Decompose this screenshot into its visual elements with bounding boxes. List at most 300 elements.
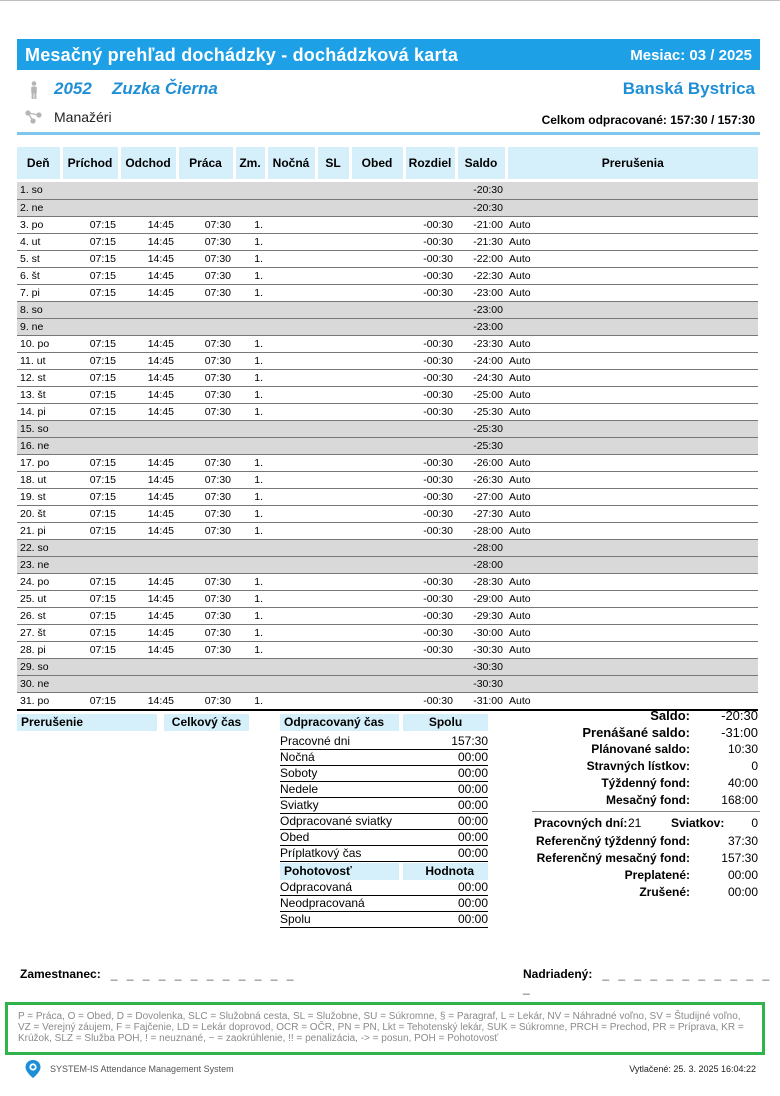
interruption-cell: Auto bbox=[506, 590, 758, 607]
shift-cell: 1. bbox=[234, 454, 266, 471]
summary-label: Príplatkový čas bbox=[280, 846, 399, 862]
legend-text: P = Práca, O = Obed, D = Dovolenka, SLC = Služobná cesta, SL = Služobne, SU = Súkromne, § = Paragraf, L = Lekár, NV = Náhradné voľno, SV = Študijné voľno, VZ = Verejný záujem, F = Fajčenie, LD = Lekár doprovod, OCR = OČR, PN = PN, Lkt = Tehotenský lekár, SUK = Súkromne, PRCH = Prechod, PR = Príprava, KR = Krúžok, SLZ = Služba POH, ! = neuznané, ~ = zaokrúhlenie, !! = penalizácia, -> = posun, POH = Pohotovosť bbox=[18, 1011, 744, 1044]
interruption-cell: Auto bbox=[506, 454, 758, 471]
table-row bbox=[17, 505, 758, 522]
table-row bbox=[17, 522, 758, 539]
balance-row bbox=[520, 741, 760, 758]
interruption-header: Prerušenie bbox=[17, 714, 157, 731]
day-cell: 26. st bbox=[17, 607, 61, 624]
balance-value: 168:00 bbox=[721, 793, 758, 807]
empty-cell bbox=[350, 675, 404, 692]
shift-cell: 1. bbox=[234, 641, 266, 658]
shift-cell: 1. bbox=[234, 403, 266, 420]
difference-cell bbox=[404, 556, 456, 573]
employee-id: 2052 bbox=[54, 79, 92, 98]
departure-cell: 14:45 bbox=[119, 522, 177, 539]
summary-row bbox=[280, 782, 488, 798]
worked-time-list bbox=[280, 734, 488, 928]
empty-cell bbox=[350, 301, 404, 318]
day-cell: 14. pi bbox=[17, 403, 61, 420]
column-header: Obed bbox=[350, 147, 404, 179]
work-cell: 07:30 bbox=[177, 590, 234, 607]
day-cell: 12. st bbox=[17, 369, 61, 386]
interruption-cell bbox=[506, 437, 758, 454]
work-days-label: Pracovných dní: bbox=[534, 816, 628, 830]
empty-cell bbox=[316, 403, 350, 420]
arrival-cell: 07:15 bbox=[61, 284, 119, 301]
table-row bbox=[17, 335, 758, 352]
empty-cell bbox=[266, 250, 316, 267]
empty-cell bbox=[316, 471, 350, 488]
saldo-cell: -30:30 bbox=[456, 641, 506, 658]
difference-cell: -00:30 bbox=[404, 573, 456, 590]
arrival-cell: 07:15 bbox=[61, 233, 119, 250]
saldo-cell: -31:00 bbox=[456, 692, 506, 710]
empty-cell bbox=[266, 352, 316, 369]
work-cell bbox=[177, 539, 234, 556]
empty-cell bbox=[350, 352, 404, 369]
empty-cell bbox=[266, 403, 316, 420]
standby-header: Pohotovosť bbox=[284, 864, 352, 878]
employee-line bbox=[17, 79, 760, 101]
interruption-cell: Auto bbox=[506, 403, 758, 420]
column-header: Prerušenia bbox=[506, 147, 758, 179]
work-cell: 07:30 bbox=[177, 352, 234, 369]
departure-cell bbox=[119, 420, 177, 437]
balance-label: Prenášané saldo: bbox=[582, 725, 690, 740]
table-row bbox=[17, 539, 758, 556]
summary-value: 00:00 bbox=[457, 750, 488, 764]
shift-cell bbox=[234, 199, 266, 216]
summary-label: Nočná bbox=[280, 750, 399, 766]
table-row bbox=[17, 573, 758, 590]
day-cell: 11. ut bbox=[17, 352, 61, 369]
summary-row bbox=[280, 814, 488, 830]
empty-cell bbox=[316, 556, 350, 573]
balance-value: 0 bbox=[751, 759, 758, 773]
interruption-cell: Auto bbox=[506, 386, 758, 403]
empty-cell bbox=[266, 216, 316, 233]
work-cell bbox=[177, 318, 234, 335]
balance-row bbox=[520, 884, 760, 901]
departure-cell: 14:45 bbox=[119, 624, 177, 641]
summary-label: Odpracovaná bbox=[280, 880, 399, 896]
empty-cell bbox=[350, 454, 404, 471]
arrival-cell: 07:15 bbox=[61, 369, 119, 386]
column-header: SL bbox=[316, 147, 350, 179]
empty-cell bbox=[350, 233, 404, 250]
day-cell: 5. st bbox=[17, 250, 61, 267]
day-cell: 20. št bbox=[17, 505, 61, 522]
supervisor-signature-label: Nadriadený: bbox=[523, 967, 593, 981]
summary-value: 00:00 bbox=[457, 880, 488, 894]
saldo-cell: -23:00 bbox=[456, 318, 506, 335]
summary-label: Nedele bbox=[280, 782, 399, 798]
saldo-cell: -26:30 bbox=[456, 471, 506, 488]
empty-cell bbox=[316, 182, 350, 199]
balance-value: 157:30 bbox=[721, 851, 758, 865]
interruption-cell: Auto bbox=[506, 233, 758, 250]
shift-cell: 1. bbox=[234, 386, 266, 403]
balance-row bbox=[520, 867, 760, 884]
arrival-cell: 07:15 bbox=[61, 403, 119, 420]
column-header: Deň bbox=[17, 147, 61, 179]
work-cell: 07:30 bbox=[177, 267, 234, 284]
empty-cell bbox=[350, 590, 404, 607]
balance-value: 00:00 bbox=[727, 885, 758, 899]
shift-cell bbox=[234, 675, 266, 692]
interruption-cell bbox=[506, 182, 758, 199]
empty-cell bbox=[266, 386, 316, 403]
empty-cell bbox=[350, 522, 404, 539]
work-cell: 07:30 bbox=[177, 471, 234, 488]
saldo-cell: -29:30 bbox=[456, 607, 506, 624]
empty-cell bbox=[266, 641, 316, 658]
summary-label: Obed bbox=[280, 830, 399, 846]
column-header: Príchod bbox=[61, 147, 119, 179]
arrival-cell: 07:15 bbox=[61, 488, 119, 505]
arrival-cell: 07:15 bbox=[61, 471, 119, 488]
arrival-cell bbox=[61, 318, 119, 335]
empty-cell bbox=[350, 250, 404, 267]
work-cell: 07:30 bbox=[177, 403, 234, 420]
empty-cell bbox=[316, 267, 350, 284]
departure-cell: 14:45 bbox=[119, 284, 177, 301]
difference-cell bbox=[404, 318, 456, 335]
interruption-cell: Auto bbox=[506, 352, 758, 369]
location-pin-logo-icon bbox=[24, 1059, 42, 1079]
interruption-cell: Auto bbox=[506, 522, 758, 539]
summary-label: Spolu bbox=[280, 912, 399, 928]
interruption-cell: Auto bbox=[506, 267, 758, 284]
shift-cell: 1. bbox=[234, 250, 266, 267]
shift-cell: 1. bbox=[234, 267, 266, 284]
balance-row bbox=[520, 707, 760, 724]
summary-value: 00:00 bbox=[457, 830, 488, 844]
departure-cell: 14:45 bbox=[119, 233, 177, 250]
day-cell: 6. št bbox=[17, 267, 61, 284]
empty-cell bbox=[266, 284, 316, 301]
month-label: Mesiac: 03 / 2025 bbox=[630, 47, 752, 64]
total-worked: Celkom odpracované: 157:30 / 157:30 bbox=[541, 113, 755, 127]
value-header: Hodnota bbox=[425, 864, 474, 878]
saldo-cell: -26:00 bbox=[456, 454, 506, 471]
departure-cell: 14:45 bbox=[119, 250, 177, 267]
work-cell bbox=[177, 182, 234, 199]
work-cell bbox=[177, 437, 234, 454]
column-header: Rozdiel bbox=[404, 147, 456, 179]
shift-cell bbox=[234, 658, 266, 675]
balance-label: Plánované saldo: bbox=[591, 742, 690, 756]
empty-cell bbox=[350, 386, 404, 403]
saldo-cell: -30:00 bbox=[456, 624, 506, 641]
summary-label: Odpracované sviatky bbox=[280, 814, 399, 830]
empty-cell bbox=[266, 573, 316, 590]
shift-cell: 1. bbox=[234, 233, 266, 250]
standby-header-row bbox=[280, 863, 488, 880]
empty-cell bbox=[316, 539, 350, 556]
work-cell bbox=[177, 658, 234, 675]
saldo-cell: -20:30 bbox=[456, 182, 506, 199]
header-divider bbox=[17, 132, 760, 135]
interruption-cell: Auto bbox=[506, 573, 758, 590]
supervisor-signature bbox=[523, 967, 780, 995]
empty-cell bbox=[350, 318, 404, 335]
summary-value: 00:00 bbox=[457, 896, 488, 910]
shift-cell: 1. bbox=[234, 216, 266, 233]
saldo-cell: -29:00 bbox=[456, 590, 506, 607]
summary-row bbox=[280, 830, 488, 846]
arrival-cell: 07:15 bbox=[61, 624, 119, 641]
column-header: Saldo bbox=[456, 147, 506, 179]
difference-cell bbox=[404, 199, 456, 216]
departure-cell bbox=[119, 199, 177, 216]
balance-value: 37:30 bbox=[727, 834, 758, 848]
summary-value: 00:00 bbox=[457, 814, 488, 828]
saldo-cell: -25:30 bbox=[456, 437, 506, 454]
table-row bbox=[17, 471, 758, 488]
arrival-cell: 07:15 bbox=[61, 692, 119, 710]
shift-cell: 1. bbox=[234, 522, 266, 539]
difference-cell: -00:30 bbox=[404, 607, 456, 624]
difference-cell: -00:30 bbox=[404, 335, 456, 352]
table-row bbox=[17, 318, 758, 335]
saldo-cell: -23:30 bbox=[456, 335, 506, 352]
table-row bbox=[17, 624, 758, 641]
arrival-cell bbox=[61, 420, 119, 437]
day-cell: 28. pi bbox=[17, 641, 61, 658]
departure-cell: 14:45 bbox=[119, 505, 177, 522]
balance-label: Zrušené: bbox=[639, 885, 690, 899]
saldo-cell: -25:00 bbox=[456, 386, 506, 403]
day-cell: 21. pi bbox=[17, 522, 61, 539]
balance-row bbox=[520, 792, 760, 809]
empty-cell bbox=[350, 692, 404, 710]
table-row bbox=[17, 454, 758, 471]
empty-cell bbox=[316, 437, 350, 454]
saldo-cell: -22:30 bbox=[456, 267, 506, 284]
empty-cell bbox=[316, 199, 350, 216]
empty-cell bbox=[266, 182, 316, 199]
table-row bbox=[17, 607, 758, 624]
empty-cell bbox=[350, 624, 404, 641]
balance-label: Referenčný mesačný fond: bbox=[536, 851, 690, 865]
day-cell: 23. ne bbox=[17, 556, 61, 573]
summary-row bbox=[280, 912, 488, 928]
interruption-cell bbox=[506, 675, 758, 692]
worked-time-header: Odpracovaný čas bbox=[280, 714, 399, 731]
interruption-cell: Auto bbox=[506, 692, 758, 710]
empty-cell bbox=[316, 250, 350, 267]
difference-cell: -00:30 bbox=[404, 641, 456, 658]
departure-cell: 14:45 bbox=[119, 471, 177, 488]
difference-cell bbox=[404, 420, 456, 437]
empty-cell bbox=[316, 522, 350, 539]
saldo-cell: -21:00 bbox=[456, 216, 506, 233]
interruption-cell: Auto bbox=[506, 607, 758, 624]
page-title: Mesačný prehľad dochádzky - dochádzková karta bbox=[25, 45, 459, 65]
interruption-cell bbox=[506, 539, 758, 556]
summary-row bbox=[280, 846, 488, 862]
departure-cell: 14:45 bbox=[119, 573, 177, 590]
difference-cell: -00:30 bbox=[404, 369, 456, 386]
column-header: Zm. bbox=[234, 147, 266, 179]
departure-cell: 14:45 bbox=[119, 692, 177, 710]
work-cell: 07:30 bbox=[177, 607, 234, 624]
arrival-cell bbox=[61, 556, 119, 573]
saldo-cell: -24:00 bbox=[456, 352, 506, 369]
balance-value: -31:00 bbox=[721, 725, 758, 740]
empty-cell bbox=[350, 369, 404, 386]
balance-value: 00:00 bbox=[727, 868, 758, 882]
summary-value: 157:30 bbox=[451, 734, 488, 748]
summary-row bbox=[280, 750, 488, 766]
day-cell: 10. po bbox=[17, 335, 61, 352]
empty-cell bbox=[350, 284, 404, 301]
difference-cell: -00:30 bbox=[404, 352, 456, 369]
difference-cell: -00:30 bbox=[404, 505, 456, 522]
empty-cell bbox=[316, 624, 350, 641]
difference-cell: -00:30 bbox=[404, 590, 456, 607]
balance-row bbox=[520, 758, 760, 775]
holidays-label: Sviatkov: bbox=[671, 816, 725, 830]
empty-cell bbox=[316, 301, 350, 318]
day-cell: 9. ne bbox=[17, 318, 61, 335]
empty-cell bbox=[350, 403, 404, 420]
summary-label: Neodpracovaná bbox=[280, 896, 399, 912]
balance-value: -20:30 bbox=[721, 708, 758, 723]
interruption-cell: Auto bbox=[506, 624, 758, 641]
balance-divider bbox=[532, 811, 760, 812]
shift-cell bbox=[234, 539, 266, 556]
work-cell: 07:30 bbox=[177, 335, 234, 352]
total-header: Spolu bbox=[403, 714, 488, 731]
empty-cell bbox=[316, 216, 350, 233]
day-cell: 25. ut bbox=[17, 590, 61, 607]
person-icon bbox=[29, 81, 39, 99]
empty-cell bbox=[266, 318, 316, 335]
balance-value: 40:00 bbox=[727, 776, 758, 790]
difference-cell: -00:30 bbox=[404, 250, 456, 267]
difference-cell bbox=[404, 437, 456, 454]
print-timestamp: Vytlačené: 25. 3. 2025 16:04:22 bbox=[629, 1064, 756, 1074]
interruption-cell bbox=[506, 301, 758, 318]
empty-cell bbox=[316, 352, 350, 369]
interruption-cell: Auto bbox=[506, 488, 758, 505]
column-header: Odchod bbox=[119, 147, 177, 179]
summary-value: 00:00 bbox=[457, 798, 488, 812]
work-cell bbox=[177, 199, 234, 216]
balance-row bbox=[520, 833, 760, 850]
table-row bbox=[17, 403, 758, 420]
difference-cell bbox=[404, 658, 456, 675]
difference-cell: -00:30 bbox=[404, 284, 456, 301]
org-chart-icon bbox=[25, 110, 43, 124]
departure-cell: 14:45 bbox=[119, 454, 177, 471]
empty-cell bbox=[316, 505, 350, 522]
saldo-cell: -25:30 bbox=[456, 403, 506, 420]
table-row bbox=[17, 250, 758, 267]
shift-cell: 1. bbox=[234, 590, 266, 607]
saldo-cell: -28:30 bbox=[456, 573, 506, 590]
balance-label: Týždenný fond: bbox=[601, 776, 690, 790]
day-cell: 29. so bbox=[17, 658, 61, 675]
summary-value: 00:00 bbox=[457, 846, 488, 860]
empty-cell bbox=[350, 556, 404, 573]
header-bar bbox=[17, 39, 760, 70]
summary-label: Sviatky bbox=[280, 798, 399, 814]
table-row bbox=[17, 420, 758, 437]
arrival-cell bbox=[61, 437, 119, 454]
balance-summary bbox=[520, 707, 760, 901]
table-row bbox=[17, 369, 758, 386]
empty-cell bbox=[266, 607, 316, 624]
difference-cell: -00:30 bbox=[404, 233, 456, 250]
departure-cell: 14:45 bbox=[119, 216, 177, 233]
table-header-row bbox=[17, 147, 758, 179]
empty-cell bbox=[266, 590, 316, 607]
day-cell: 31. po bbox=[17, 692, 61, 710]
empty-cell bbox=[350, 335, 404, 352]
departure-cell bbox=[119, 301, 177, 318]
saldo-cell: -21:30 bbox=[456, 233, 506, 250]
departure-cell bbox=[119, 437, 177, 454]
empty-cell bbox=[350, 573, 404, 590]
departure-cell: 14:45 bbox=[119, 488, 177, 505]
summary-row bbox=[280, 734, 488, 750]
interruption-cell: Auto bbox=[506, 216, 758, 233]
saldo-cell: -23:00 bbox=[456, 301, 506, 318]
total-time-header: Celkový čas bbox=[164, 714, 249, 731]
shift-cell bbox=[234, 318, 266, 335]
work-days-value: 21 bbox=[628, 816, 642, 830]
saldo-cell: -30:30 bbox=[456, 675, 506, 692]
arrival-cell: 07:15 bbox=[61, 386, 119, 403]
departure-cell: 14:45 bbox=[119, 386, 177, 403]
holidays-value: 0 bbox=[751, 816, 758, 830]
table-row bbox=[17, 386, 758, 403]
difference-cell: -00:30 bbox=[404, 488, 456, 505]
saldo-cell: -20:30 bbox=[456, 199, 506, 216]
day-cell: 15. so bbox=[17, 420, 61, 437]
balance-label: Referenčný týždenný fond: bbox=[535, 834, 690, 848]
summary-value: 00:00 bbox=[457, 912, 488, 926]
empty-cell bbox=[350, 199, 404, 216]
shift-cell bbox=[234, 556, 266, 573]
empty-cell bbox=[316, 318, 350, 335]
difference-cell: -00:30 bbox=[404, 692, 456, 710]
empty-cell bbox=[350, 488, 404, 505]
work-cell: 07:30 bbox=[177, 386, 234, 403]
interruption-cell: Auto bbox=[506, 250, 758, 267]
empty-cell bbox=[350, 539, 404, 556]
empty-cell bbox=[316, 488, 350, 505]
empty-cell bbox=[316, 658, 350, 675]
difference-cell: -00:30 bbox=[404, 624, 456, 641]
summary-row bbox=[280, 880, 488, 896]
saldo-cell: -30:30 bbox=[456, 658, 506, 675]
arrival-cell bbox=[61, 199, 119, 216]
departure-cell: 14:45 bbox=[119, 607, 177, 624]
saldo-cell: -24:30 bbox=[456, 369, 506, 386]
table-row bbox=[17, 182, 758, 199]
employee-signature bbox=[20, 967, 296, 981]
city-name: Banská Bystrica bbox=[622, 79, 755, 98]
work-cell: 07:30 bbox=[177, 488, 234, 505]
legend-box bbox=[5, 1002, 765, 1055]
signature-dashes: _ _ _ _ _ _ _ _ _ _ _ _ bbox=[110, 967, 297, 981]
day-cell: 4. ut bbox=[17, 233, 61, 250]
